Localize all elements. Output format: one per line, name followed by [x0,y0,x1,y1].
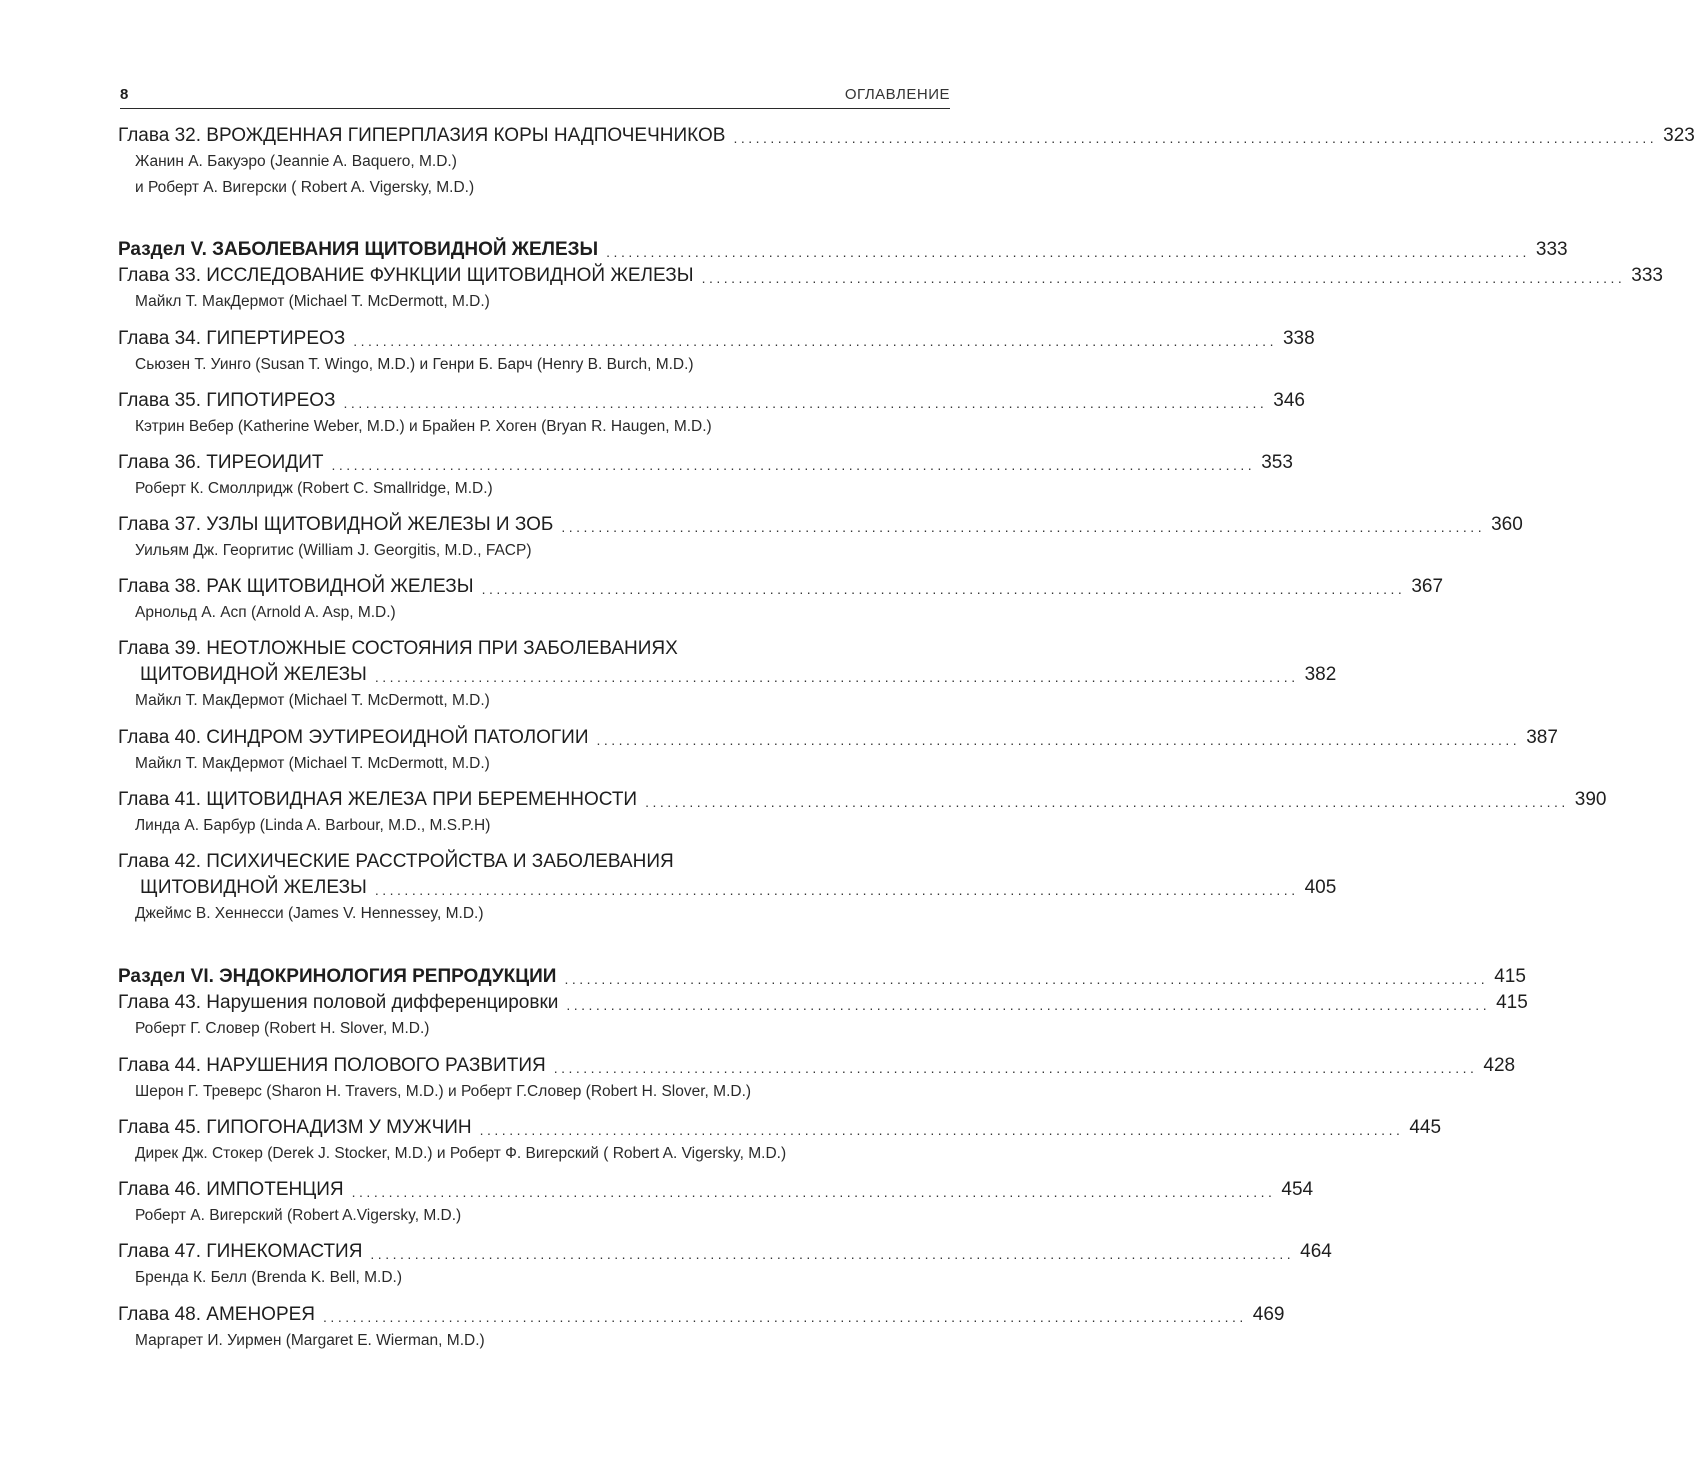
chapter-title: Глава 38. РАК ЩИТОВИДНОЙ ЖЕЛЕЗЫ [118,576,474,597]
toc-entry-ch37[interactable] [118,512,1523,564]
page-ref: 360 [1491,514,1523,535]
page-ref: 454 [1281,1179,1314,1200]
toc-entry-ch44[interactable] [118,1053,1516,1105]
toc-entry-ch42[interactable] [118,849,1337,927]
dot-leader: ............................................................................................................................. [596,732,1521,748]
chapter-author: Дирек Дж. Стокер (Derek J. Stocker, M.D.) и Роберт Ф. Вигерский ( Robert A. Vigersky, M.D.) [135,1145,787,1162]
page-ref: 382 [1304,664,1337,685]
chapter-author: Кэтрин Вебер (Katherine Weber, M.D.) и Брайен Р. Хоген (Bryan R. Haugen, M.D.) [135,418,712,435]
chapter-title: Глава 39. НЕОТЛОЖНЫЕ СОСТОЯНИЯ ПРИ ЗАБОЛЕВАНИЯХ [118,638,678,659]
dot-leader: ............................................................................................................................. [561,519,1486,535]
dot-leader: ............................................................................................................................. [564,971,1489,987]
dot-leader: ............................................................................................................................. [331,457,1256,473]
chapter-title: Глава 34. ГИПЕРТИРЕОЗ [118,328,346,349]
chapter-author: Майкл Т. МакДермот (Michael T. McDermott, M.D.) [135,755,490,772]
chapter-author: Роберт Г. Словер (Robert H. Slover, M.D.) [135,1020,430,1037]
dot-leader: ............................................................................................................................. [645,794,1569,810]
chapter-author: Бренда К. Белл (Brenda K. Bell, M.D.) [135,1269,402,1286]
chapter-author: Роберт А. Вигерский (Robert A.Vigersky, M.D.) [135,1207,462,1224]
toc-entry-ch46[interactable] [118,1177,1314,1229]
dot-leader: ............................................................................................................................. [481,581,1406,597]
chapter-title: Глава 36. ТИРЕОИДИТ [118,452,324,473]
toc-section-v[interactable] [118,237,1568,263]
chapter-title: Глава 37. УЗЛЫ ЩИТОВИДНОЙ ЖЕЛЕЗЫ И ЗОБ [118,514,554,535]
dot-leader: ............................................................................................................................. [351,1184,1276,1200]
page-ref: 390 [1574,789,1607,810]
page-ref: 405 [1304,877,1337,898]
dot-leader: ............................................................................................................................. [374,669,1299,685]
chapter-author: Майкл Т. МакДермот (Michael T. McDermott, M.D.) [135,692,490,709]
page-ref: 338 [1282,328,1315,349]
document-page [120,82,950,109]
page-ref: 353 [1261,452,1293,473]
page-ref: 346 [1273,390,1305,411]
page-ref: 428 [1483,1055,1516,1076]
toc-entry-ch36[interactable] [118,450,1293,502]
running-title: ОГЛАВЛЕНИЕ [844,86,950,103]
chapter-title: Глава 46. ИМПОТЕНЦИЯ [118,1179,344,1200]
chapter-title: Глава 35. ГИПОТИРЕОЗ [118,390,336,411]
toc-entry-ch33[interactable] [118,263,1663,315]
toc-entry-ch41[interactable] [118,787,1607,839]
dot-leader: ............................................................................................................................. [323,1309,1247,1325]
page-ref: 464 [1300,1241,1332,1262]
page-ref: 333 [1535,239,1568,260]
toc-entry-ch45[interactable] [118,1115,1442,1167]
chapter-title: Глава 33. ИССЛЕДОВАНИЕ ФУНКЦИИ ЩИТОВИДНОЙ ЖЕЛЕЗЫ [118,265,694,286]
chapter-author: Майкл Т. МакДермот (Michael T. McDermott, M.D.) [135,293,490,310]
chapter-title-continued: ЩИТОВИДНОЙ ЖЕЛЕЗЫ [140,877,367,898]
chapter-title: Глава 41. ЩИТОВИДНАЯ ЖЕЛЕЗА ПРИ БЕРЕМЕННОСТИ [118,789,638,810]
page-number: 8 [120,86,129,103]
chapter-author: Линда А. Барбур (Linda A. Barbour, M.D., M.S.P.H) [135,817,491,834]
chapter-author: Джеймс В. Хеннесси (James V. Hennessey, M.D.) [135,905,484,922]
dot-leader: ............................................................................................................................. [479,1122,1404,1138]
page-ref: 415 [1496,992,1528,1013]
chapter-title: Глава 42. ПСИХИЧЕСКИЕ РАССТРОЙСТВА И ЗАБОЛЕВАНИЯ [118,851,674,872]
page-ref: 445 [1409,1117,1442,1138]
running-header [120,82,950,109]
dot-leader: ............................................................................................................................. [566,997,1491,1013]
chapter-author: Жанин А. Бакуэро (Jeannie A. Baquero, M.D.) [135,153,457,170]
chapter-title: Глава 44. НАРУШЕНИЯ ПОЛОВОГО РАЗВИТИЯ [118,1055,546,1076]
dot-leader: ............................................................................................................................. [370,1246,1295,1262]
dot-leader: ............................................................................................................................. [553,1060,1478,1076]
page-ref: 469 [1252,1304,1285,1325]
chapter-author: Маргарет И. Уирмен (Margaret E. Wierman, M.D.) [135,1332,485,1349]
page-ref: 333 [1631,265,1663,286]
toc-entry-ch43[interactable] [118,990,1528,1042]
chapter-title: Глава 32. ВРОЖДЕННАЯ ГИПЕРПЛАЗИЯ КОРЫ НАДПОЧЕЧНИКОВ [118,125,726,146]
dot-leader: ............................................................................................................................. [353,333,1277,349]
page-ref: 323 [1663,125,1695,146]
page-ref: 387 [1526,727,1558,748]
dot-leader: ............................................................................................................................. [374,882,1299,898]
dot-leader: ............................................................................................................................. [606,244,1530,260]
chapter-title: Глава 45. ГИПОГОНАДИЗМ У МУЖЧИН [118,1117,472,1138]
toc-entry-ch40[interactable] [118,725,1558,777]
section-title: Раздел VI. ЭНДОКРИНОЛОГИЯ РЕПРОДУКЦИИ [118,966,557,987]
toc-entry-ch48[interactable] [118,1302,1285,1354]
dot-leader: ............................................................................................................................. [733,130,1658,146]
section-title: Раздел V. ЗАБОЛЕВАНИЯ ЩИТОВИДНОЙ ЖЕЛЕЗЫ [118,239,599,260]
toc-section-vi[interactable] [118,964,1526,990]
chapter-author: Сьюзен Т. Уинго (Susan T. Wingo, M.D.) и Генри Б. Барч (Henry B. Burch, M.D.) [135,356,694,373]
page-ref: 367 [1411,576,1444,597]
chapter-author: Шерон Г. Треверс (Sharon H. Travers, M.D.) и Роберт Г.Словер (Robert H. Slover, M.D.) [135,1083,752,1100]
toc-entry-ch47[interactable] [118,1239,1332,1291]
chapter-author: и Роберт А. Вигерски ( Robert A. Vigersky, M.D.) [135,179,475,196]
chapter-title: Глава 40. СИНДРОМ ЭУТИРЕОИДНОЙ ПАТОЛОГИИ [118,727,589,748]
toc-entry-ch32[interactable] [118,123,1695,201]
toc-entry-ch35[interactable] [118,388,1305,440]
toc-entry-ch34[interactable] [118,326,1315,378]
toc-entry-ch39[interactable] [118,636,1337,714]
chapter-title: Глава 43. Нарушения половой дифференцировки [118,992,559,1013]
chapter-title-continued: ЩИТОВИДНОЙ ЖЕЛЕЗЫ [140,664,367,685]
dot-leader: ............................................................................................................................. [343,395,1268,411]
chapter-title: Глава 48. АМЕНОРЕЯ [118,1304,316,1325]
toc-entry-ch38[interactable] [118,574,1444,626]
dot-leader: ............................................................................................................................. [701,270,1626,286]
chapter-title: Глава 47. ГИНЕКОМАСТИЯ [118,1241,363,1262]
chapter-author: Арнольд А. Асп (Arnold A. Asp, M.D.) [135,604,396,621]
chapter-author: Уильям Дж. Георгитис (William J. Georgitis, M.D., FACP) [135,542,532,559]
page-ref: 415 [1494,966,1526,987]
chapter-author: Роберт К. Смоллридж (Robert C. Smallridge, M.D.) [135,480,493,497]
